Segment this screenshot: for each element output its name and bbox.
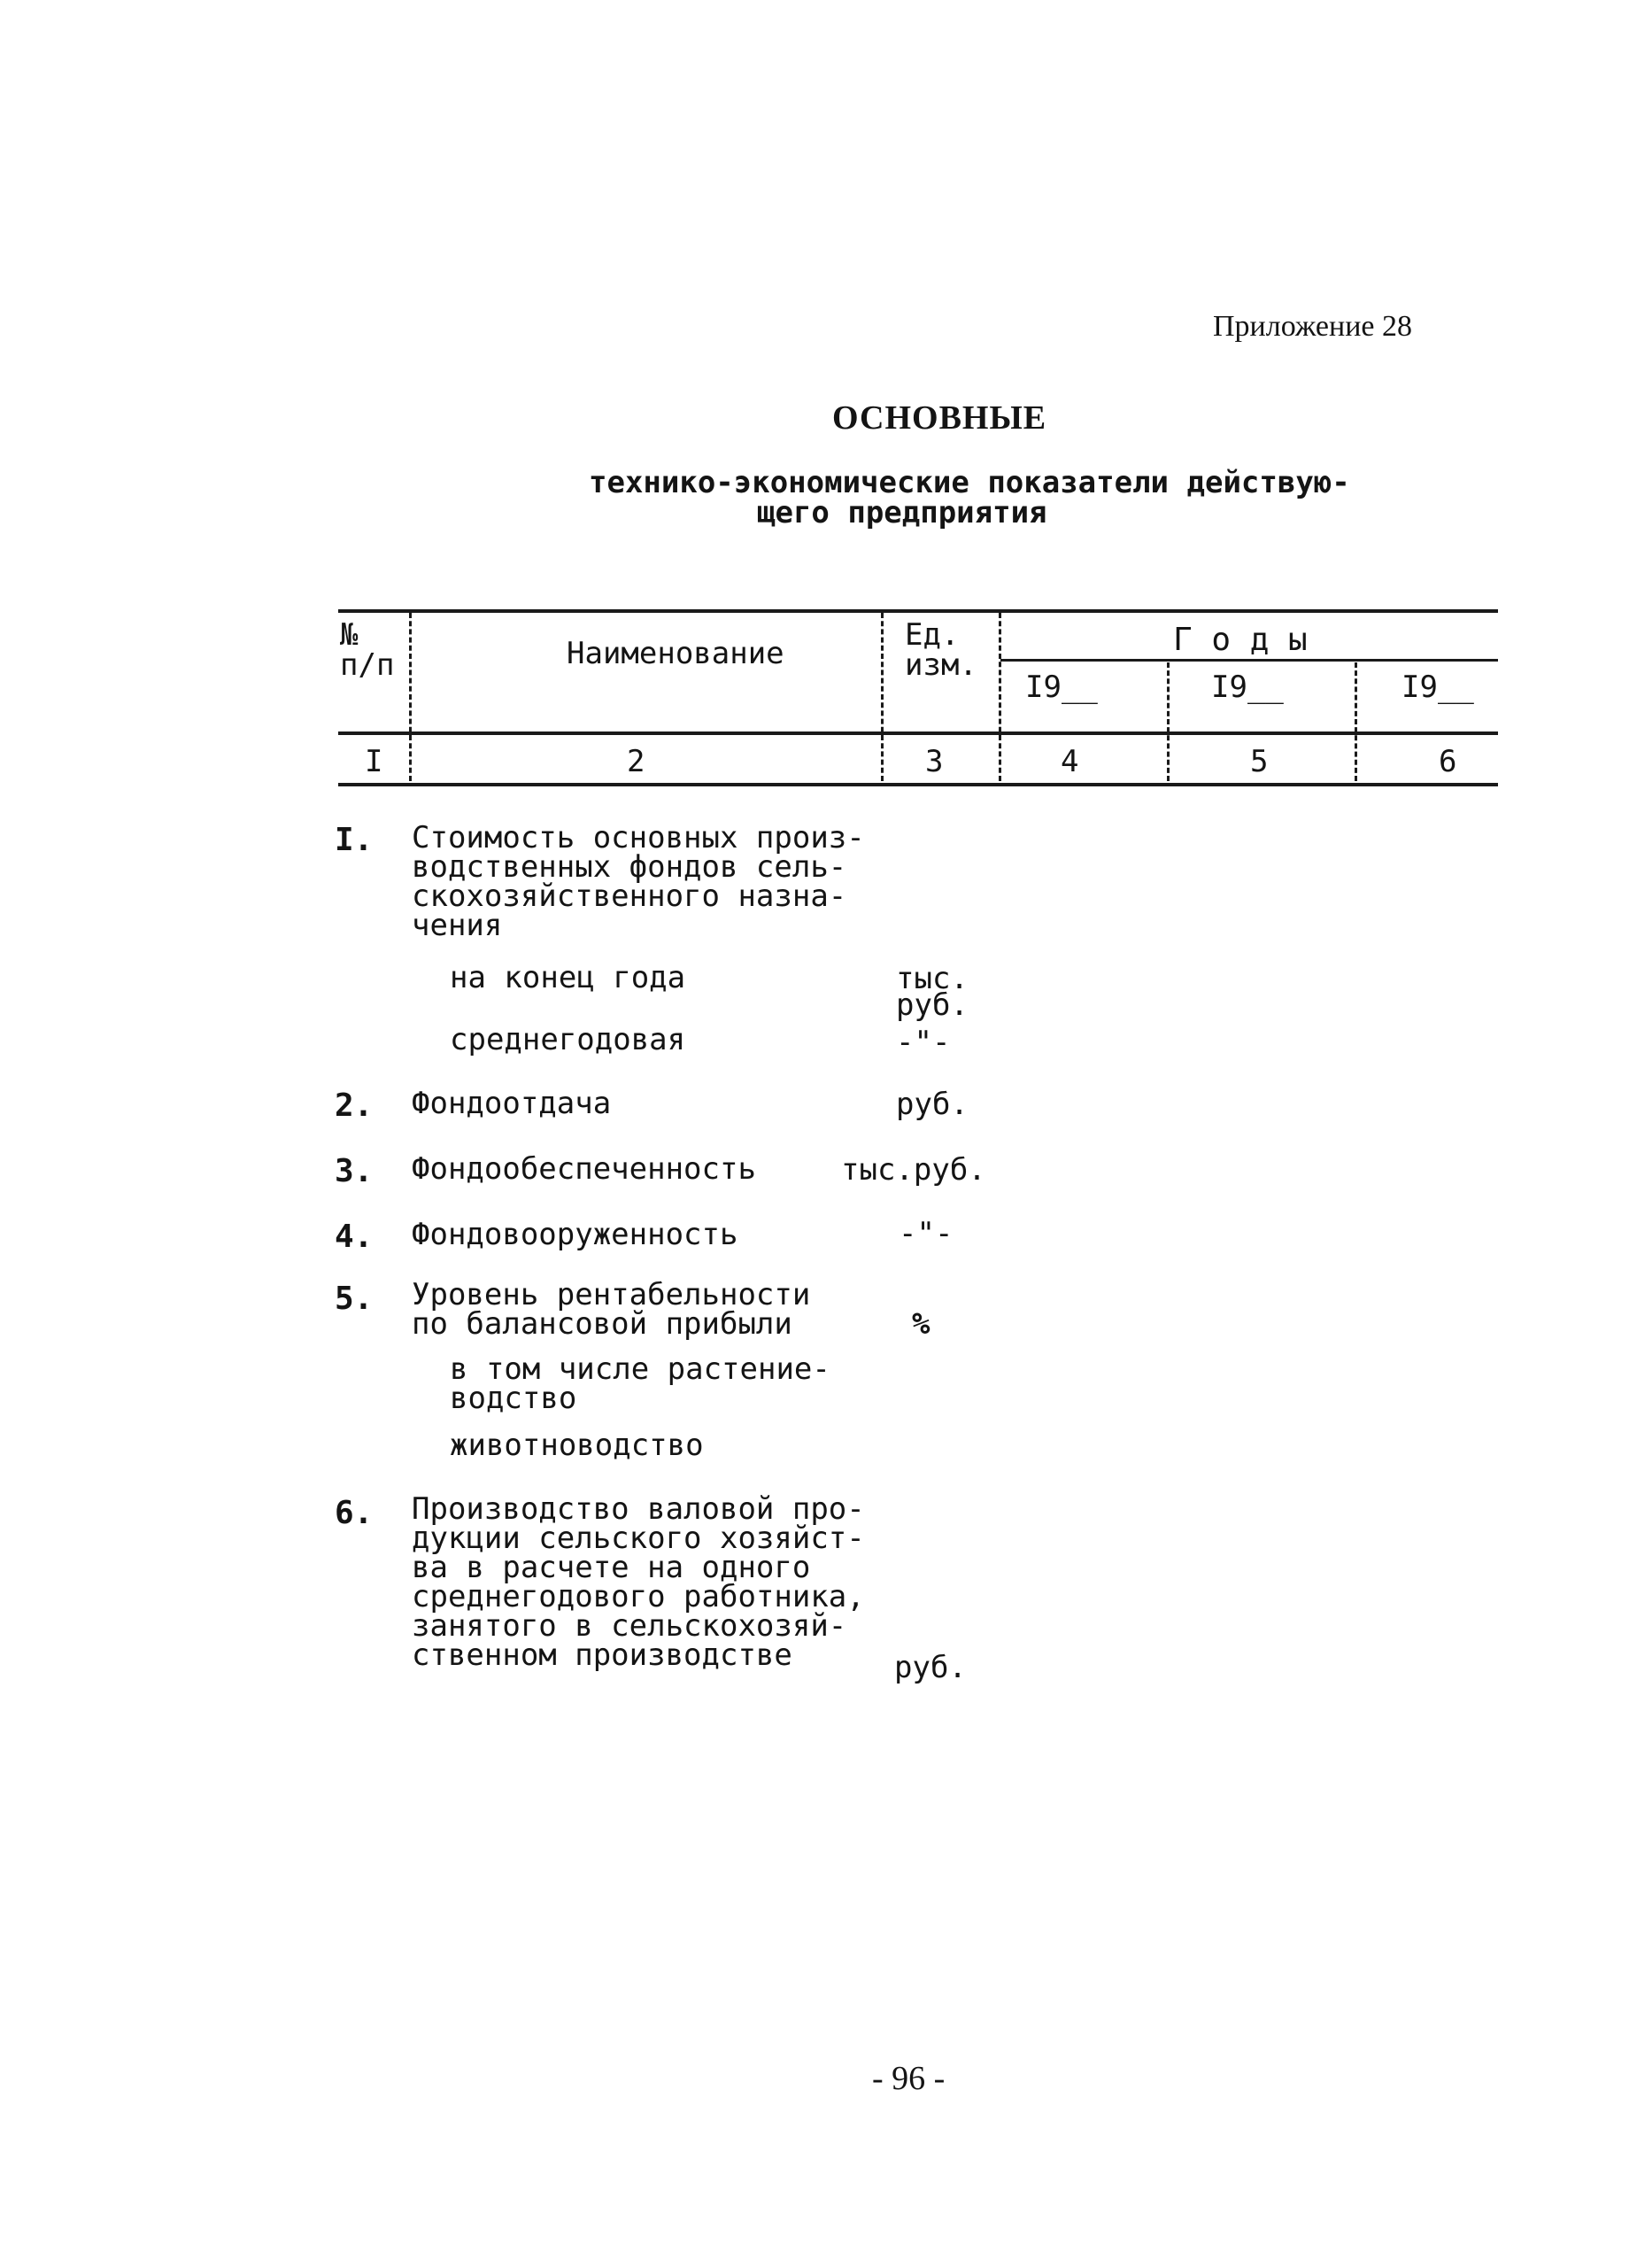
row-3-text: Фондообеспеченность <box>412 1151 756 1187</box>
page-number: - 96 - <box>872 2060 946 2097</box>
row-1-number: I. <box>335 822 374 858</box>
row-5-sub-2: животноводство <box>450 1428 704 1463</box>
document-title: ОСНОВНЫЕ <box>832 399 1047 437</box>
col-number-1: I <box>365 744 383 779</box>
divider-1 <box>409 613 412 781</box>
row-5-number: 5. <box>335 1281 374 1317</box>
divider-3 <box>999 613 1001 781</box>
header-years: Г о д ы <box>1173 622 1308 658</box>
divider-4 <box>1167 662 1170 781</box>
table-bottom-rule <box>338 783 1498 786</box>
col-number-4: 4 <box>1061 744 1079 779</box>
row-6-text: Производство валовой про- дукции сельского хозяйст- ва в расчете на одного среднегодового работника, занятого в сельскохозяй- ственном производстве <box>412 1491 865 1673</box>
header-year-2: I9__ <box>1211 670 1284 705</box>
row-6-number: 6. <box>335 1495 374 1531</box>
appendix-label: Приложение 28 <box>1213 310 1412 343</box>
table-top-rule <box>338 609 1498 613</box>
row-1-text: Стоимость основных произ- водственных фондов сель- скохозяйственного назна- чения <box>412 820 865 943</box>
row-4-number: 4. <box>335 1219 374 1255</box>
row-5-text: Уровень рентабельности по балансовой прибыли <box>412 1277 811 1342</box>
header-year-3: I9__ <box>1401 670 1474 705</box>
row-1-sub-1: на конец года <box>450 960 686 995</box>
divider-2 <box>881 613 884 781</box>
divider-5 <box>1355 662 1357 781</box>
row-3-unit: тыс.руб. <box>841 1152 986 1188</box>
header-year-1: I9__ <box>1025 670 1098 705</box>
document-subtitle <box>589 465 1350 530</box>
row-1-sub-2-unit: -"- <box>896 1025 951 1060</box>
header-unit: Ед. изм. <box>905 617 977 683</box>
header-num: № п/п <box>340 617 395 683</box>
row-4-text: Фондовооруженность <box>412 1217 738 1252</box>
row-2-text: Фондоотдача <box>412 1086 612 1121</box>
row-2-number: 2. <box>335 1088 374 1124</box>
col-number-5: 5 <box>1250 744 1269 779</box>
row-5-sub-1: в том числе растение- водство <box>450 1351 830 1416</box>
row-6-unit: руб. <box>894 1650 967 1685</box>
row-4-unit: -"- <box>899 1216 954 1251</box>
row-3-number: 3. <box>335 1153 374 1189</box>
col-number-3: 3 <box>925 744 944 779</box>
row-1-sub-2: среднегодовая <box>450 1022 686 1057</box>
col-number-2: 2 <box>627 744 645 779</box>
subtitle-line-2: щего предприятия <box>757 495 1047 530</box>
row-5-unit: % <box>912 1306 930 1342</box>
subtitle-line-1: технико-экономические показатели действую- <box>589 465 1350 500</box>
header-bottom-rule <box>338 731 1498 735</box>
col-number-6: 6 <box>1439 744 1457 779</box>
years-rule <box>1000 659 1498 662</box>
header-name: Наименование <box>567 636 784 671</box>
row-2-unit: руб. <box>896 1087 969 1122</box>
row-1-sub-1-unit: тыс. руб. <box>896 961 969 1023</box>
